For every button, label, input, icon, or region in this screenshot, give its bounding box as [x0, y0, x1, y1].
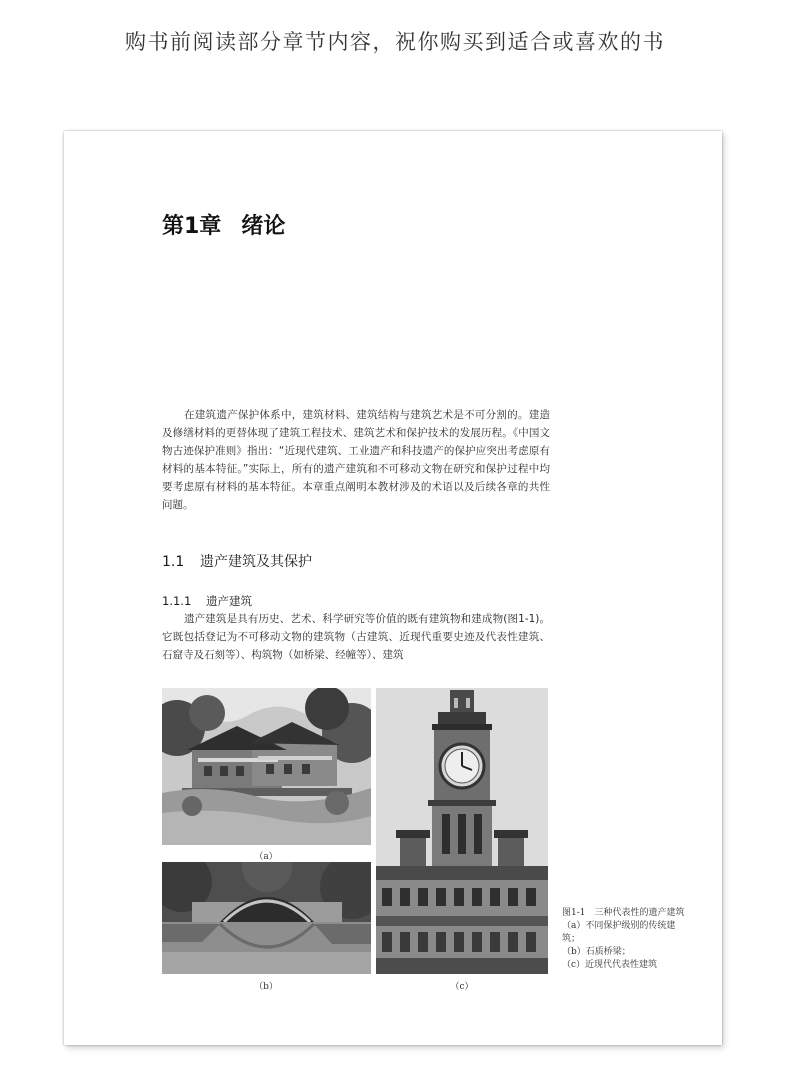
promo-banner: 购书前阅读部分章节内容，祝你购买到适合或喜欢的书: [125, 30, 665, 54]
chapter-title: 绪论: [241, 214, 286, 239]
figure-caption-a: （a）不同保护级别的传统建筑；: [562, 921, 676, 944]
subsection-heading: [162, 593, 252, 609]
figure-label-c: （c）: [450, 982, 474, 992]
figure-caption-title: 图1-1 三种代表性的遗产建筑: [562, 908, 685, 918]
book-page: [64, 131, 722, 1045]
figure-label-a: （a）: [254, 852, 278, 862]
section-heading: [162, 551, 312, 571]
figure-photo-c: [376, 688, 548, 974]
chapter-heading: [162, 209, 285, 240]
figure-photo-b: [162, 862, 371, 974]
subsection-number: 1.1.1: [162, 594, 192, 608]
intro-paragraph: 在建筑遗产保护体系中，建筑材料、建筑结构与建筑艺术是不可分割的。建造及修缮材料的更替体现了建筑工程技术、建筑艺术和保护技术的发展历程。《中国文物古迹保护准则》指出：“近现代建筑、工业遗产和科技遗产的保护应突出考虑原有材料的基本特征。”实际上，所有的遗产建筑和不可移动文物在研究和保护过程中均要考虑原有材料的基本特征。本章重点阐明本教材涉及的术语以及后续各章的共性问题。: [162, 409, 550, 511]
figure-photo-a: [162, 688, 371, 845]
subsection-paragraph: 遗产建筑是具有历史、艺术、科学研究等价值的既有建筑物和建成物(图1-1)。它既包括登记为不可移动文物的建筑物（古建筑、近现代重要史迹及代表性建筑、石窟寺及石刻等）、构筑物（如桥梁、经幢等）、建筑: [162, 613, 550, 661]
figure-caption-b: （b）石质桥梁；: [562, 947, 631, 957]
figure-label-b: （b）: [254, 982, 278, 992]
figure-caption-c: （c）近现代代表性建筑: [562, 960, 658, 970]
figure-caption: [562, 907, 692, 972]
chapter-number: 第1章: [162, 214, 222, 239]
subsection-title: 遗产建筑: [206, 594, 252, 608]
section-number: 1.1: [162, 554, 185, 570]
section-title: 遗产建筑及其保护: [200, 554, 312, 570]
